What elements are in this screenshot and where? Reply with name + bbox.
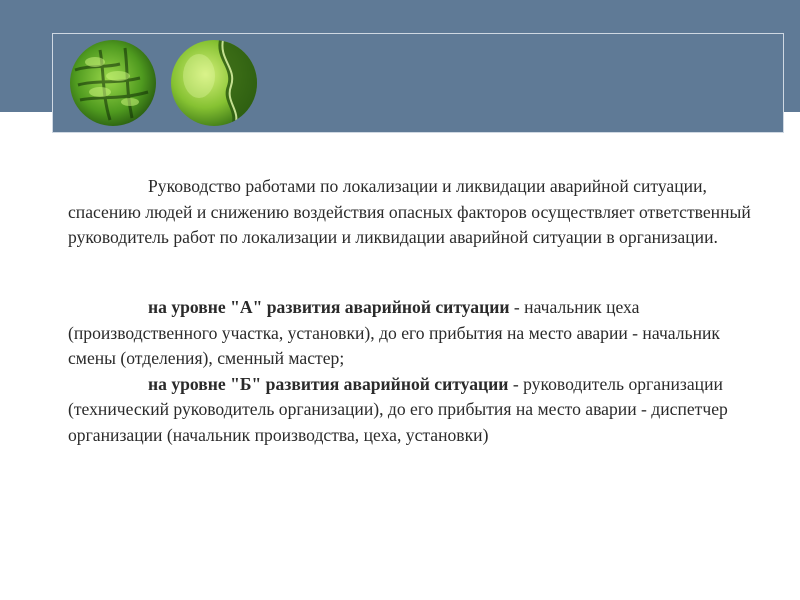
level-a-heading: на уровне "А" развития аварийной ситуации: [148, 297, 510, 317]
green-macro-photo-1: [70, 40, 156, 126]
intro-paragraph: [68, 174, 768, 251]
leaf-macro-photo-icon: [171, 40, 257, 126]
level-b-paragraph: [68, 372, 768, 449]
levels-section: [68, 295, 768, 448]
level-b-heading: на уровне "Б" развития аварийной ситуации: [148, 373, 509, 394]
intro-text: Руководство работами по локализации и ликвидации аварийной ситуации, спасению людей и снижению воздействия опасных факторов осуществляет ответственный руководитель работ по локализации и ликвидации аварийной ситуации в организации.: [68, 176, 751, 247]
level-a-paragraph: [68, 295, 768, 372]
level-a-text: - начальник цеха (производственного участка, установки), до его прибытия на место аварии - начальник смены (отделения), сменный мастер;: [68, 297, 720, 368]
green-macro-photo-2: [171, 40, 257, 126]
level-b-text: - руководитель организации (технический руководитель организации), до его прибытия на место аварии - диспетчер организации (начальник производства, цеха, установки): [68, 373, 728, 445]
leaf-macro-photo-icon: [70, 40, 156, 126]
header-frame: [52, 33, 784, 133]
